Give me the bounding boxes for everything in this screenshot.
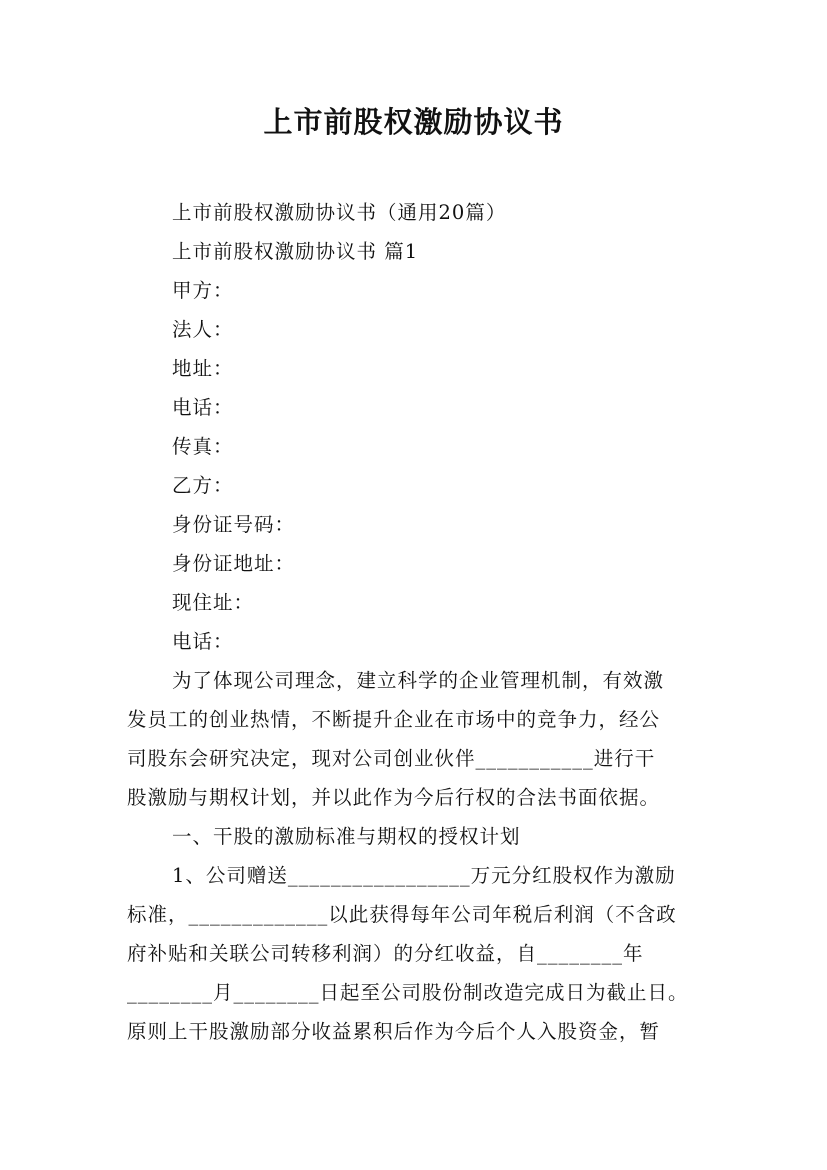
section-heading: 一、干股的激励标准与期权的授权计划 xyxy=(172,825,521,848)
paragraph-line: 为了体现公司理念，建立科学的企业管理机制，有效激 xyxy=(172,669,665,692)
clause-line: 1、公司赠送_________________万元分红股权作为激励 xyxy=(172,864,676,887)
address-label: 地址： xyxy=(172,357,234,380)
clause-line: 标准，_____________以此获得每年公司年税后利润（不含政 xyxy=(127,903,677,926)
fax-label: 传真： xyxy=(172,435,234,458)
clause-line: 府补贴和关联公司转移利润）的分红收益，自________年 xyxy=(127,942,644,965)
party-a-label: 甲方： xyxy=(172,279,234,302)
clause-line: ________月________日起至公司股份制改造完成日为截止日。 xyxy=(127,981,689,1004)
document-title: 上市前股权激励协议书 xyxy=(263,105,564,139)
clause-line: 原则上干股激励部分收益累积后作为今后个人入股资金，暂 xyxy=(127,1020,661,1043)
paragraph-line: 发员工的创业热情，不断提升企业在市场中的竞争力，经公 xyxy=(127,708,661,731)
current-address-label: 现住址： xyxy=(172,591,255,614)
phone-label: 电话： xyxy=(172,396,234,419)
party-b-label: 乙方： xyxy=(172,474,234,497)
subtitle-line: 上市前股权激励协议书（通用20篇） xyxy=(172,201,507,224)
paragraph-line: 股激励与期权计划，并以此作为今后行权的合法书面依据。 xyxy=(127,786,661,809)
id-address-label: 身份证地址： xyxy=(172,552,296,575)
paragraph-line: 司股东会研究决定，现对公司创业伙伴___________进行干 xyxy=(127,747,656,770)
id-number-label: 身份证号码： xyxy=(172,513,296,536)
phone-label-b: 电话： xyxy=(172,630,234,653)
legal-person-label: 法人： xyxy=(172,318,234,341)
section-heading-line: 上市前股权激励协议书 篇1 xyxy=(172,240,419,263)
